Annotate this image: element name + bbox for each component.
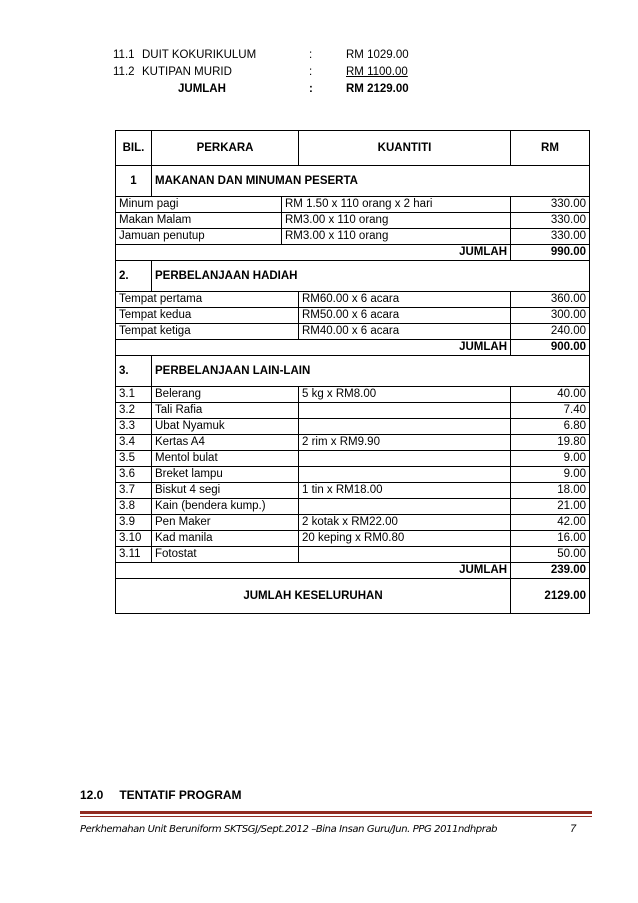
rm-cell: 240.00 <box>511 324 590 340</box>
code-cell: 3.2 <box>116 403 152 419</box>
item-cell: Pen Maker <box>152 515 299 531</box>
section-title: PERBELANJAAN LAIN-LAIN <box>152 356 590 387</box>
qty-cell <box>299 403 511 419</box>
code-cell: 3.8 <box>116 499 152 515</box>
section-title: MAKANAN DAN MINUMAN PESERTA <box>152 166 590 197</box>
rm-cell: 330.00 <box>511 197 590 213</box>
subtotal-label: JUMLAH <box>116 245 511 261</box>
rm-cell: 16.00 <box>511 531 590 547</box>
income-colon: : <box>309 49 313 61</box>
subtotal-row <box>116 563 590 579</box>
subtotal-value: 900.00 <box>511 340 590 356</box>
rm-cell: 9.00 <box>511 451 590 467</box>
table-row <box>116 308 590 324</box>
grand-total-value: 2129.00 <box>511 579 590 614</box>
footer-rule-thick <box>80 811 592 814</box>
table-row <box>116 197 590 213</box>
income-desc: DUIT KOKURIKULUM <box>142 49 257 61</box>
table-row <box>116 292 590 308</box>
code-cell: 3.11 <box>116 547 152 563</box>
subtotal-label: JUMLAH <box>116 563 511 579</box>
income-colon: : <box>309 66 313 78</box>
rm-cell: 6.80 <box>511 419 590 435</box>
qty-cell: 5 kg x RM8.00 <box>299 387 511 403</box>
table-row <box>116 531 590 547</box>
table-row <box>116 547 590 563</box>
qty-cell: RM3.00 x 110 orang <box>282 213 511 229</box>
section-heading <box>80 788 242 802</box>
code-cell: 3.1 <box>116 387 152 403</box>
qty-cell: 2 kotak x RM22.00 <box>299 515 511 531</box>
income-colon: : <box>309 83 313 95</box>
table-row <box>116 403 590 419</box>
code-cell: 3.6 <box>116 467 152 483</box>
rm-cell: 42.00 <box>511 515 590 531</box>
section-heading-title: TENTATIF PROGRAM <box>119 788 242 802</box>
item-cell: Tempat kedua <box>116 308 299 324</box>
footer-rule-thin <box>80 816 592 817</box>
qty-cell: RM3.00 x 110 orang <box>282 229 511 245</box>
header-kuantiti: KUANTITI <box>299 131 511 166</box>
section-heading-number: 12.0 <box>80 788 104 802</box>
code-cell: 3.4 <box>116 435 152 451</box>
section-header-row <box>116 166 590 197</box>
item-cell: Tempat pertama <box>116 292 299 308</box>
rm-cell: 19.80 <box>511 435 590 451</box>
section-title: PERBELANJAAN HADIAH <box>152 261 590 292</box>
income-desc: KUTIPAN MURID <box>142 66 232 78</box>
section-number: 3. <box>116 356 152 387</box>
table-row <box>116 435 590 451</box>
item-cell: Breket lampu <box>152 467 299 483</box>
item-cell: Ubat Nyamuk <box>152 419 299 435</box>
table-row <box>116 467 590 483</box>
code-cell: 3.5 <box>116 451 152 467</box>
section-number: 1 <box>116 166 152 197</box>
table-row <box>116 229 590 245</box>
code-cell: 3.7 <box>116 483 152 499</box>
code-cell: 3.3 <box>116 419 152 435</box>
rm-cell: 21.00 <box>511 499 590 515</box>
rm-cell: 300.00 <box>511 308 590 324</box>
subtotal-row <box>116 340 590 356</box>
budget-table <box>115 130 590 614</box>
item-cell: Fotostat <box>152 547 299 563</box>
item-cell: Minum pagi <box>116 197 282 213</box>
section-number: 2. <box>116 261 152 292</box>
table-row <box>116 483 590 499</box>
footer-text: Perkhemahan Unit Beruniform SKTSGJ/Sept.2012 –Bina Insan Guru/Jun. PPG 2011ndhprab <box>80 824 498 835</box>
code-cell: 3.10 <box>116 531 152 547</box>
qty-cell <box>299 499 511 515</box>
section-header-row <box>116 356 590 387</box>
income-total-label: JUMLAH <box>178 83 226 95</box>
income-code: 11.1 <box>113 49 135 61</box>
qty-cell <box>299 451 511 467</box>
rm-cell: 7.40 <box>511 403 590 419</box>
grand-total-label: JUMLAH KESELURUHAN <box>116 579 511 614</box>
item-cell: Kain (bendera kump.) <box>152 499 299 515</box>
qty-cell: RM 1.50 x 110 orang x 2 hari <box>282 197 511 213</box>
rm-cell: 330.00 <box>511 229 590 245</box>
income-amount: RM 1029.00 <box>346 49 409 61</box>
header-rm: RM <box>511 131 590 166</box>
item-cell: Tempat ketiga <box>116 324 299 340</box>
header-perkara: PERKARA <box>152 131 299 166</box>
table-row <box>116 213 590 229</box>
subtotal-value: 239.00 <box>511 563 590 579</box>
page-number: 7 <box>570 823 577 835</box>
table-row <box>116 324 590 340</box>
qty-cell: RM60.00 x 6 acara <box>299 292 511 308</box>
header-bil: BIL. <box>116 131 152 166</box>
qty-cell: 20 keping x RM0.80 <box>299 531 511 547</box>
income-total-amount: RM 2129.00 <box>346 83 409 95</box>
section-header-row <box>116 261 590 292</box>
qty-cell: RM50.00 x 6 acara <box>299 308 511 324</box>
table-header-row <box>116 131 590 166</box>
grand-total-row <box>116 579 590 614</box>
table-row <box>116 515 590 531</box>
rm-cell: 18.00 <box>511 483 590 499</box>
rm-cell: 330.00 <box>511 213 590 229</box>
income-code: 11.2 <box>113 66 135 78</box>
table-row <box>116 387 590 403</box>
item-cell: Jamuan penutup <box>116 229 282 245</box>
income-amount: RM 1100.00 <box>346 66 408 78</box>
qty-cell <box>299 419 511 435</box>
subtotal-row <box>116 245 590 261</box>
rm-cell: 9.00 <box>511 467 590 483</box>
rm-cell: 40.00 <box>511 387 590 403</box>
item-cell: Mentol bulat <box>152 451 299 467</box>
item-cell: Kad manila <box>152 531 299 547</box>
subtotal-value: 990.00 <box>511 245 590 261</box>
qty-cell: 1 tin x RM18.00 <box>299 483 511 499</box>
qty-cell: 2 rim x RM9.90 <box>299 435 511 451</box>
item-cell: Biskut 4 segi <box>152 483 299 499</box>
qty-cell <box>299 467 511 483</box>
item-cell: Kertas A4 <box>152 435 299 451</box>
rm-cell: 360.00 <box>511 292 590 308</box>
table-row <box>116 419 590 435</box>
item-cell: Belerang <box>152 387 299 403</box>
qty-cell <box>299 547 511 563</box>
subtotal-label: JUMLAH <box>116 340 511 356</box>
table-row <box>116 451 590 467</box>
item-cell: Makan Malam <box>116 213 282 229</box>
qty-cell: RM40.00 x 6 acara <box>299 324 511 340</box>
code-cell: 3.9 <box>116 515 152 531</box>
table-row <box>116 499 590 515</box>
item-cell: Tali Rafia <box>152 403 299 419</box>
rm-cell: 50.00 <box>511 547 590 563</box>
